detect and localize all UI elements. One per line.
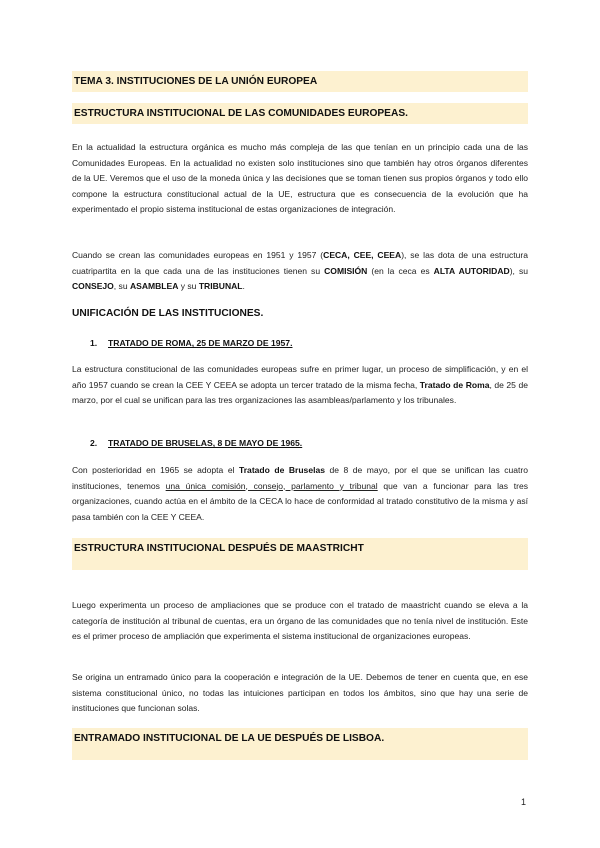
bold-span: CONSEJO bbox=[72, 281, 114, 292]
list-number: 1. bbox=[90, 338, 98, 348]
bold-span: Tratado de Bruselas bbox=[238, 465, 325, 475]
text-span: de 8 de mayo, por el que se unifican las cuatro instituciones, tenemos bbox=[72, 465, 528, 491]
bold-span: COMISIÓN bbox=[324, 265, 368, 276]
text-span: y su bbox=[178, 281, 199, 292]
bold-span: ALTA AUTORIDAD bbox=[433, 265, 510, 276]
text-span: , su bbox=[113, 281, 130, 292]
heading-estructura-comunidades: ESTRUCTURA INSTITUCIONAL DE LAS COMUNIDADES EUROPEAS. bbox=[72, 103, 528, 124]
list-item-tratado-roma bbox=[90, 338, 292, 348]
list-text: TRATADO DE ROMA, 25 DE MARZO DE 1957. bbox=[108, 338, 293, 348]
paragraph-estructura-cuatripartita bbox=[72, 248, 528, 295]
text-span: La estructura constitucional de las comunidades europeas sufre en primer lugar, un proceso de simplificación, y en el año 1957 cuando se crean la CEE Y CEEA se adopta un tercer tratado de la misma fecha, bbox=[72, 364, 528, 390]
underlined-span: una única comisión, consejo, parlamento y tribunal bbox=[165, 480, 378, 491]
list-text: TRATADO DE BRUSELAS, 8 DE MAYO DE 1965. bbox=[108, 438, 303, 448]
bold-span: ASAMBLEA bbox=[129, 281, 179, 292]
text-span: Cuando se crean las comunidades europeas en 1951 y 1957 ( bbox=[72, 250, 324, 260]
text-span: , de 25 de marzo, por el cual se unifican para las tres organizaciones las asambleas/parlamento y los tribunales. bbox=[72, 379, 528, 406]
text-span: (en la ceca es bbox=[367, 265, 434, 276]
bold-span: Tratado de Roma bbox=[419, 379, 490, 390]
text-span: Con posterioridad en 1965 se adopta el bbox=[72, 465, 239, 475]
list-item-tratado-bruselas bbox=[90, 438, 302, 448]
paragraph-entramado-unico: Se origina un entramado único para la cooperación e integración de la UE. Debemos de tener en cuenta que, en ese sistema constitucional único, no todas las intuiciones participan en todos los ámbitos, sino que hay una serie de instituciones que funcionan solas. bbox=[72, 672, 528, 714]
text-span: ), se las dota de una estructura cuatripartita en la que cada una de las instituciones tienen su bbox=[72, 250, 529, 276]
bold-span: TRIBUNAL bbox=[198, 281, 243, 292]
text-span: ), su bbox=[509, 265, 528, 276]
paragraph-tratado-bruselas bbox=[72, 463, 528, 525]
list-number: 2. bbox=[90, 438, 98, 448]
paragraph-estructura-organica: En la actualidad la estructura orgánica es mucho más compleja de las que tenían en un principio cada una de las Comunidades Europeas. En la actualidad no existen solo instituciones sino que también hay otros órganos diferentes de la UE. Veremos que el uso de la moneda única y las decisiones que se toman tienen sus propios órganos y todo ello compone la estructura constitucional actual de la UE, estructura que es consecuencia de la evolución que ha experimentado el propio sistema institucional de estas organizaciones de integración. bbox=[72, 142, 528, 215]
paragraph-tratado-roma bbox=[72, 362, 528, 409]
heading-unificacion: UNIFICACIÓN DE LAS INSTITUCIONES. bbox=[72, 308, 264, 319]
heading-maastricht: ESTRUCTURA INSTITUCIONAL DESPUÉS DE MAASTRICHT bbox=[72, 538, 528, 570]
text-span: que van a funcionar para las tres organizaciones, cuando actúa en el ámbito de la CECA lo hace de conformidad al tratado constitutivo de la misma y así pasa también con la CEE Y CEEA. bbox=[72, 480, 528, 522]
page-number: 1 bbox=[521, 797, 527, 807]
heading-tema-3: TEMA 3. INSTITUCIONES DE LA UNIÓN EUROPEA bbox=[72, 71, 528, 92]
text-span: . bbox=[242, 281, 245, 292]
paragraph-ampliaciones: Luego experimenta un proceso de ampliaciones que se produce con el tratado de maastricht cuando se eleva a la categoría de institución al tribunal de cuentas, era un órgano de las comunidades que no tenía nivel de institución. Este es el primer proceso de ampliación que experimenta el sistema institucional de organizaciones europeas. bbox=[72, 600, 528, 642]
bold-span: CECA, CEE, CEEA bbox=[323, 250, 402, 260]
heading-lisboa: ENTRAMADO INSTITUCIONAL DE LA UE DESPUÉS DE LISBOA. bbox=[72, 728, 528, 760]
